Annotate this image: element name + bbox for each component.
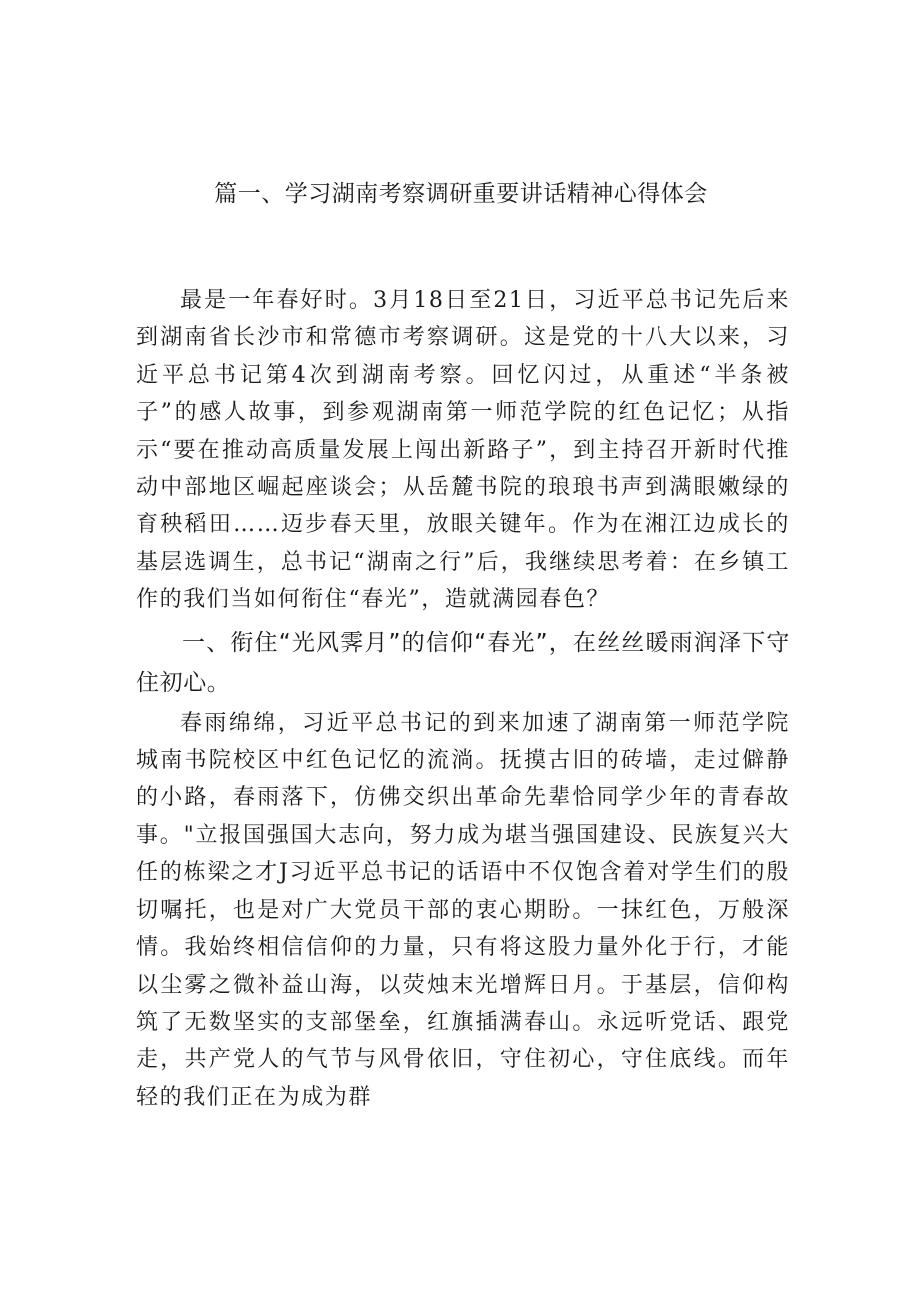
section-heading: 一、衔住“光风霁月”的信仰“春光”，在丝丝暖雨润泽下守住初心。 — [136, 629, 790, 696]
document-body — [136, 282, 790, 1116]
section-paragraph: 春雨绵绵，习近平总书记的到来加速了湖南第一师范学院城南书院校区中红色记忆的流淌。抚摸古旧的砖墙，走过僻静的小路，春雨落下，仿佛交织出革命先辈恰同学少年的青春故事。"立报国强国大志向，努力成为堪当强国建设、民族复兴大任的栋梁之才J习近平总书记的话语中不仅饱含着对学生们的殷切嘱托，也是对广大党员干部的衷心期盼。一抹红色，万般深情。我始终相信信仰的力量，只有将这股力量外化于行，才能以尘雾之微补益山海，以荧烛末光增辉日月。于基层，信仰构筑了无数坚实的支部堡垒，红旗插满春山。永远听党话、跟党走，共产党人的气节与风骨依旧，守住初心，守住底线。而年轻的我们正在为成为群 — [136, 710, 790, 1110]
document-title: 篇一、学习湖南考察调研重要讲话精神心得体会 — [214, 181, 708, 207]
intro-paragraph: 最是一年春好时。3月18日至21日，习近平总书记先后来到湖南省长沙市和常德市考察调研。这是党的十八大以来，习近平总书记第4次到湖南考察。回忆闪过，从重述“半条被子”的感人故事，到参观湖南第一师范学院的红色记忆；从指示“要在推动高质量发展上闯出新路子”，到主持召开新时代推动中部地区崛起座谈会；从岳麓书院的琅琅书声到满眼嫩绿的育秧稻田……迈步春天里，放眼关键年。作为在湘江边成长的基层选调生，总书记“湖南之行”后，我继续思考着：在乡镇工作的我们当如何衔住“春光”，造就满园春色？ — [136, 288, 790, 613]
